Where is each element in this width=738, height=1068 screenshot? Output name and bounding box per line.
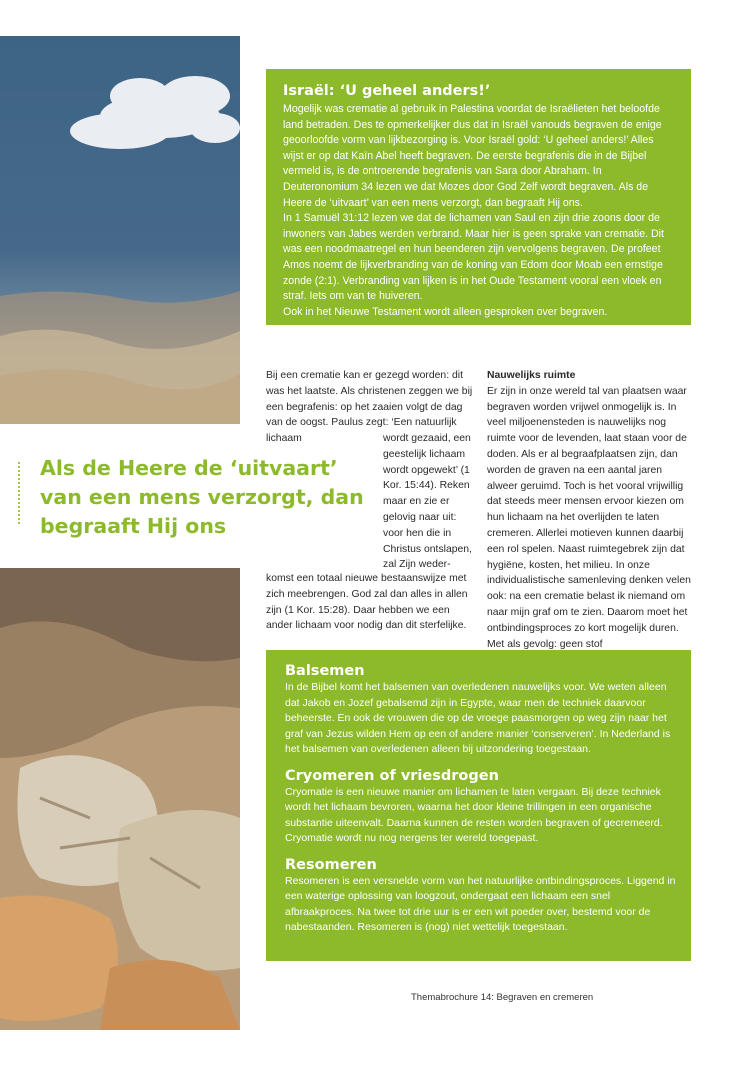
right-column <box>487 368 693 652</box>
cryomeren-heading: Cryomeren of vriesdrogen <box>285 767 499 784</box>
box-israel-paragraph-1: Mogelijk was crematie al gebruik in Palestina voordat de Israëlieten het beloofde land betraden. Des te opmerkelijker dus dat in Israël vanouds begraven de enige geoorloofde vorm van lijkbezorging is. Voor Israël gold: ‘U geheel anders!’ Alles wijst er op dat Kaïn Abel heeft begraven. De eerste begrafenis die in de Bijbel vermeld is, is de ontroerende begrafenis van Sara door Abraham. In Deuteronomium 34 lezen we dat Mozes door God Zelf wordt begraven. Als de Heere de ‘uitvaart’ van een mens verzorgt, dan begraaft Hij ons. <box>283 103 662 209</box>
pullquote-dotted-rule <box>18 462 20 524</box>
middle-text-bottom: komst een totaal nieuwe bestaanswijze met zich meebrengen. God zal dan alles in allen zijn (1 Kor. 15:28). Daar hebben we een ander lichaam voor nodig dan dit sterfelijke. <box>266 573 468 632</box>
box-israel-paragraph-3: Ook in het Nieuwe Testament wordt alleen gesproken over begraven. <box>283 305 608 318</box>
resomeren-text: Resomeren is een versnelde vorm van het natuurlijke ontbindingsproces. Liggend in een waterige oplossing van loogzout, ondergaat een lichaam een snel afbraakproces. Na twee tot drie uur is er een wit poeder over, bestemd voor de nabestaanden. Resomeren is (nog) niet wettelijk toegestaan. <box>285 874 676 933</box>
cryomeren-text: Cryomatie is een nieuwe manier om lichamen te laten vergaan. Bij deze techniek wordt het lichaam bevroren, waarna het door kleine trillingen in een organische substantie uiteenvalt. Daarna kunnen de resten worden begraven of gecremeerd. Cryomatie wordt nu nog nergens ter wereld toegepast. <box>285 785 663 844</box>
box-methods <box>266 650 691 961</box>
resomeren-heading: Resomeren <box>285 856 377 873</box>
photo-sky-desert <box>0 36 240 424</box>
box-israel-title: Israël: ‘U geheel anders!’ <box>283 83 491 99</box>
pullquote: Als de Heere de ‘uitvaart’ van een mens verzorgt, dan begraaft Hij ons <box>40 456 364 538</box>
balsemen-heading: Balsemen <box>285 663 365 679</box>
box-israel-paragraph-2: In 1 Samuël 31:12 lezen we dat de lichamen van Saul en zijn drie zoons door de inwoners van Jabes werden verbrand. Maar hier is geen sprake van crematie. Dit was een noodmaatregel en hun beenderen zijn vervolgens begraven. De profeet Amos noemt de lijkverbranding van de koning van Edom door Moab een ernstige zonde (2:1). Verbranding van lijken is in het Oude Testament vooral een vloek en straf. Iets om van te huiveren. <box>283 212 664 303</box>
right-column-heading: Nauwelijks ruimte <box>487 370 576 381</box>
middle-text-top: Bij een crematie kan er gezegd worden: dit was het laatste. Als christenen zeggen we bij een begrafenis: op het zaaien volgt de dag van de oogst. Paulus zegt: ‘Een natuurlijk lichaam <box>266 370 473 445</box>
middle-text-narrow: wordt gezaaid, een geestelijk lichaam wordt opgewekt’ (1 Kor. 15:44). Reken maar en zie er gelovig naar uit: voor hen die in Christus ontslapen, zal Zijn weder- <box>383 433 472 571</box>
page-footer: Themabrochure 14: Begraven en cremeren <box>411 992 594 1003</box>
right-column-text: Er zijn in onze wereld tal van plaatsen waar begraven worden vrijwel onmogelijk is. In veel miljoenensteden is nauwelijks nog ruimte voor de levenden, laat staan voor de doden. Als er al begraafplaatsen zijn, dan worden de graven na een aantal jaren alweer geruimd. Toch is het vooral vrijwillig dat steeds meer mensen ervoor kiezen om hun lichaam na het overlijden te laten cremeren. Allerlei motieven kunnen daarbij een rol spelen. Naast ruimtegebrek zijn dat hygiëne, kosten, het milieu. In onze individualistische samenleving denken velen ook: na een crematie belast ik niemand om naar mijn graf om te zien. Daarom moet het ontbindingsproces zo kort mogelijk duren. Met als gevolg: geen stof <box>487 385 691 650</box>
photo-rocks <box>0 568 240 1030</box>
box-israel <box>266 69 691 325</box>
balsemen-text: In de Bijbel komt het balsemen van overledenen nauwelijks voor. We weten alleen dat Jakob en Jozef gebalsemd zijn in Egypte, waar men de techniek daarvoor beheerste. En ook de vrouwen die op de vroege paasmorgen op weg zijn naar het graf van Jezus wilden Hem op een of andere manier ‘conserveren’. In Nederland is het balsemen van overledenen alleen bij uitzondering toegestaan. <box>285 681 671 755</box>
